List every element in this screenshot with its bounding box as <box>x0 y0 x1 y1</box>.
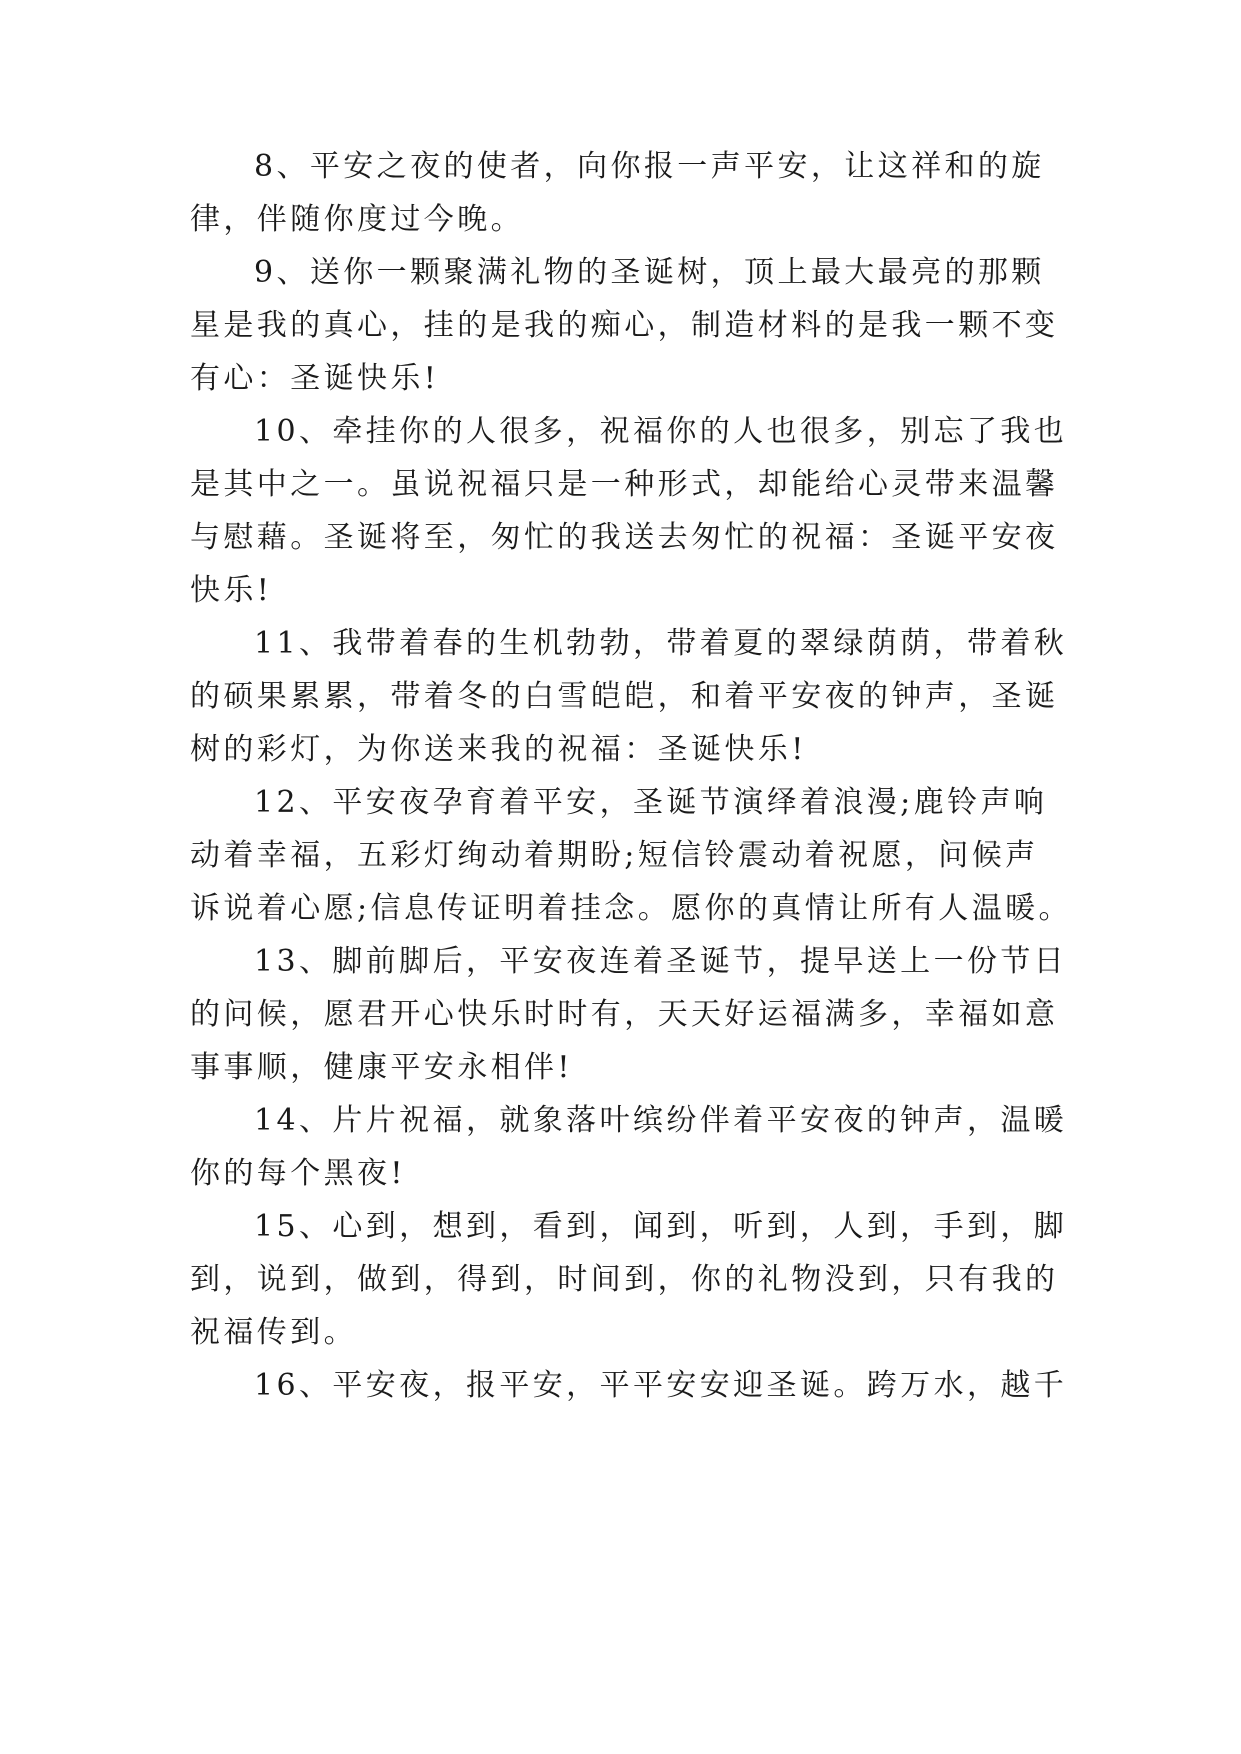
text-line: 你的每个黑夜! <box>190 1156 406 1191</box>
text-line: 8、平安之夜的使者，向你报一声平安，让这祥和的旋 <box>254 149 1045 184</box>
text-line: 律，伴随你度过今晚。 <box>190 202 524 237</box>
text-line: 14、片片祝福，就象落叶缤纷伴着平安夜的钟声，温暖 <box>254 1103 1068 1138</box>
text-line: 与慰藉。圣诞将至，匆忙的我送去匆忙的祝福：圣诞平安夜 <box>190 520 1059 555</box>
text-line: 9、送你一颗聚满礼物的圣诞树，顶上最大最亮的那颗 <box>254 255 1045 290</box>
text-line: 16、平安夜，报平安，平平安安迎圣诞。跨万水，越千 <box>254 1368 1068 1403</box>
text-line: 的硕果累累，带着冬的白雪皑皑，和着平安夜的钟声，圣诞 <box>190 679 1059 714</box>
text-line: 10、牵挂你的人很多，祝福你的人也很多，别忘了我也 <box>254 414 1068 449</box>
text-line: 13、脚前脚后，平安夜连着圣诞节，提早送上一份节日 <box>254 944 1068 979</box>
text-line: 11、我带着春的生机勃勃，带着夏的翠绿荫荫，带着秋 <box>254 626 1068 661</box>
text-line: 事事顺，健康平安永相伴! <box>190 1050 573 1085</box>
text-line: 有心：圣诞快乐! <box>190 361 440 396</box>
text-line: 祝福传到。 <box>190 1315 357 1350</box>
text-line: 动着幸福，五彩灯绚动着期盼;短信铃震动着祝愿，问候声 <box>190 838 1039 873</box>
text-line: 的问候，愿君开心快乐时时有，天天好运福满多，幸福如意 <box>190 997 1059 1032</box>
text-line: 15、心到，想到，看到，闻到，听到，人到，手到，脚 <box>254 1209 1068 1244</box>
text-line: 是其中之一。虽说祝福只是一种形式，却能给心灵带来温馨 <box>190 467 1059 502</box>
text-line: 树的彩灯，为你送来我的祝福：圣诞快乐! <box>190 732 807 767</box>
text-line: 到，说到，做到，得到，时间到，你的礼物没到，只有我的 <box>190 1262 1059 1297</box>
text-line: 星是我的真心，挂的是我的痴心，制造材料的是我一颗不变 <box>190 308 1059 343</box>
text-line: 诉说着心愿;信息传证明着挂念。愿你的真情让所有人温暖。 <box>190 891 1072 926</box>
text-line: 快乐! <box>190 573 273 608</box>
text-line: 12、平安夜孕育着平安，圣诞节演绎着浪漫;鹿铃声响 <box>254 785 1048 820</box>
